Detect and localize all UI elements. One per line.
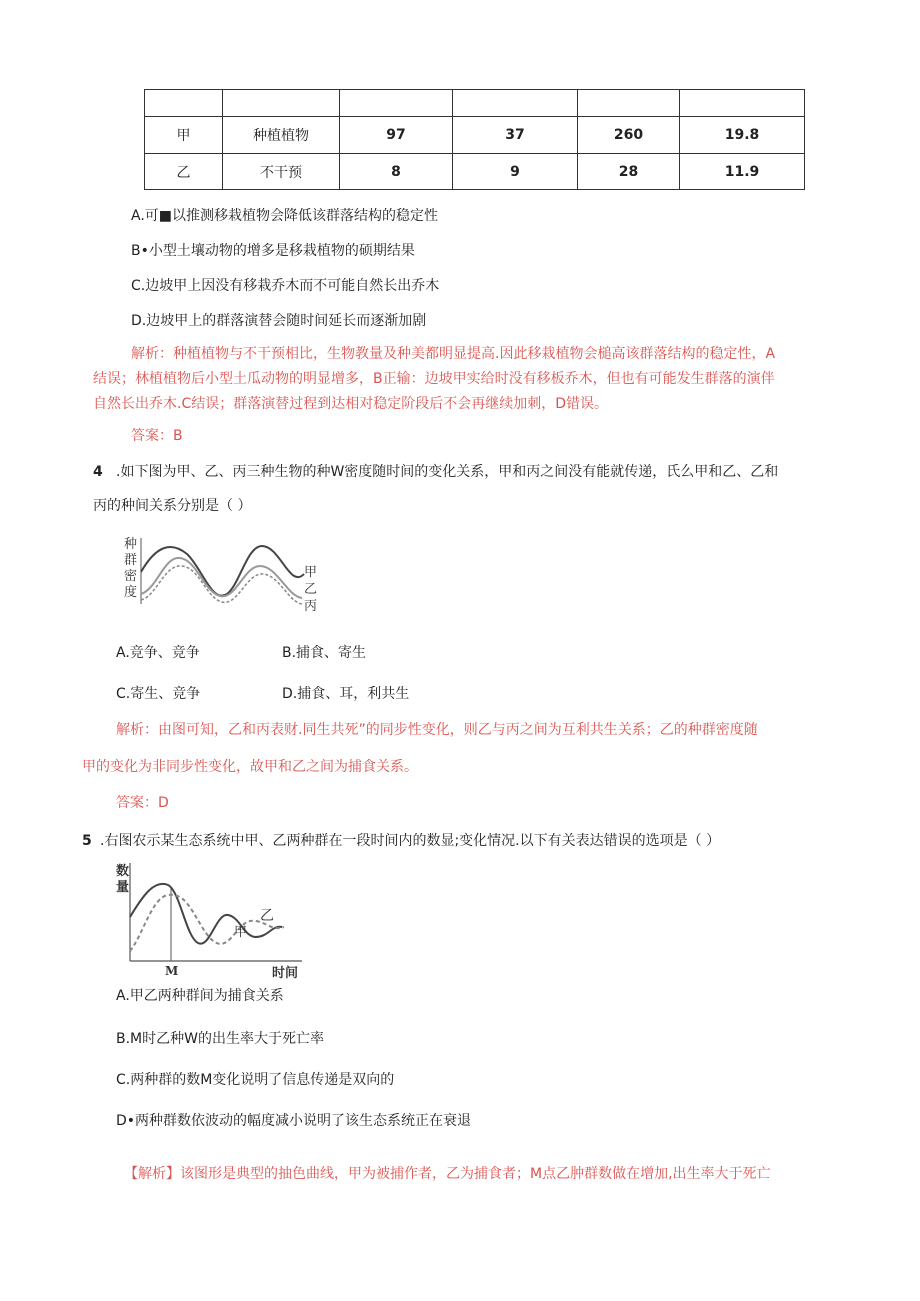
table-cell: 甲 xyxy=(145,117,223,154)
q4-number: 4 xyxy=(93,464,103,480)
q5-marker-m: M xyxy=(165,964,179,978)
q5-option-a: A.甲乙两种群间为捕食关系 xyxy=(116,988,284,1004)
table-cell xyxy=(223,90,340,117)
data-table xyxy=(144,89,805,190)
table-cell xyxy=(340,90,453,117)
q4-curve-bing xyxy=(141,566,302,604)
q5-analysis: 【解析】该图形是典型的抽色曲线，甲为被捕作者，乙为捕食者；M点乙肿群数做在增加,出生率大于死亡 xyxy=(124,1166,771,1182)
q4-answer: 答案：D xyxy=(116,795,169,811)
q3-analysis-line: 自然长出乔木.C结误；群落演替过程到达相对稳定阶段后不会再继续加刺，D错误。 xyxy=(93,396,609,412)
table-cell: 不干预 xyxy=(223,154,340,190)
q3-option-b: B•小型土壤动物的增多是移栽植物的硕期结果 xyxy=(131,243,415,259)
q4-legend-jia: 甲 xyxy=(304,565,318,580)
q4-stem-line: .如下图为甲、乙、丙三种生物的种W密度随时间的变化关系，甲和丙之间没有能就传递，氏么甲和乙、乙和 xyxy=(116,464,779,480)
table-cell: 乙 xyxy=(145,154,223,190)
table-cell xyxy=(453,90,578,117)
table-header-row xyxy=(145,90,805,117)
q4-legend-bing: 丙 xyxy=(304,599,318,614)
q5-option-c: C.两种群的数M变化说明了信息传递是双向的 xyxy=(116,1072,395,1088)
table-cell: 种植植物 xyxy=(223,117,340,154)
table-cell: 260 xyxy=(578,117,680,154)
q5-legend-jia: 甲 xyxy=(234,925,248,940)
q4-ylabel-char: 种 xyxy=(124,537,138,552)
q5-stem: .右图农示某生态系统中甲、乙两种群在一段时间内的数显;变化情况.以下有关表达错误的选项是（ ） xyxy=(100,833,721,849)
table-cell xyxy=(578,90,680,117)
table-cell: 97 xyxy=(340,117,453,154)
q5-predator-prey-figure xyxy=(112,857,308,981)
q4-analysis-line: 甲的变化为非同步性变化，故甲和乙之间为捕食关系。 xyxy=(82,759,418,775)
q5-ylabel-char: 数 xyxy=(116,864,130,879)
q3-analysis-line: 结误；林植植物后小型土瓜动物的明显增多，B正输：边坡甲实给时没有移板乔木，但也有可能发生群落的演伴 xyxy=(93,371,775,387)
q4-population-density-figure xyxy=(112,534,327,618)
q4-curve-jia xyxy=(141,546,304,596)
table-cell: 11.9 xyxy=(680,154,805,190)
q5-legend-yi: 乙 xyxy=(260,908,274,924)
table-cell xyxy=(680,90,805,117)
q3-option-c: C.边坡甲上因没有移栽乔木而不可能自然长出乔木 xyxy=(131,278,440,294)
q4-analysis-line: 解析：由图可知，乙和丙表财.同生共死”的同步性变化，则乙与丙之间为互利共生关系；乙的种群密度随 xyxy=(116,722,758,738)
table-cell: 28 xyxy=(578,154,680,190)
q3-option-d: D.边坡甲上的群落演替会随时间延长而逐渐加剧 xyxy=(131,313,427,329)
table-cell xyxy=(145,90,223,117)
q4-legend-yi: 乙 xyxy=(304,582,318,597)
table-cell: 9 xyxy=(453,154,578,190)
q3-analysis-line: 解析：种植植物与不干预相比，生物教量及种美都明显提高.因此移栽植物会槌高该群落结构的稳定性，A xyxy=(131,346,776,362)
q5-option-b: B.M时乙种W的出生率大于死亡率 xyxy=(116,1031,324,1047)
q4-option-c: C.寄生、竞争 xyxy=(116,686,201,702)
table-cell: 37 xyxy=(453,117,578,154)
q4-option-b: B.捕食、寄生 xyxy=(282,645,367,661)
q4-curve-yi xyxy=(141,558,302,598)
q5-option-d: D•两种群数依波动的幅度减小说明了该生态系统正在衰退 xyxy=(116,1113,472,1129)
table-cell: 19.8 xyxy=(680,117,805,154)
q4-stem-line: 丙的种间关系分别是（ ） xyxy=(93,498,252,514)
q3-option-a: A.可■以推测移栽植物会降低该群落结构的稳定性 xyxy=(131,208,439,224)
table-cell: 8 xyxy=(340,154,453,190)
q4-ylabel-char: 群 xyxy=(124,553,138,568)
q3-answer: 答案：B xyxy=(131,428,183,444)
table-row xyxy=(145,154,805,190)
q4-ylabel-char: 度 xyxy=(124,585,138,600)
table-row xyxy=(145,117,805,154)
q5-number: 5 xyxy=(82,833,92,849)
q4-option-d: D.捕食、耳，利共生 xyxy=(282,686,410,702)
q4-option-a: A.竞争、竞争 xyxy=(116,645,200,661)
q5-ylabel-char: 量 xyxy=(116,880,130,895)
q5-xlabel: 时间 xyxy=(272,966,299,981)
q4-ylabel-char: 密 xyxy=(124,569,138,584)
